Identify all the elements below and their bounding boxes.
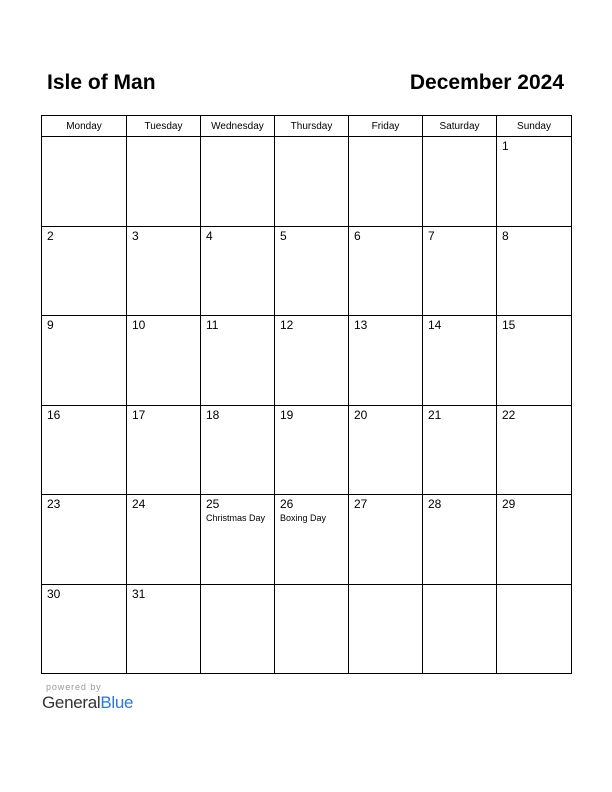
day-cell <box>497 226 572 316</box>
day-number: 2 <box>47 228 54 243</box>
day-cell <box>275 495 349 585</box>
day-number: 3 <box>132 228 139 243</box>
weekday-header-saturday: Saturday <box>423 116 497 137</box>
day-cell <box>201 226 275 316</box>
week-row <box>42 495 572 585</box>
day-number: 31 <box>132 586 146 601</box>
empty-day-cell <box>201 137 275 227</box>
weekday-header-row <box>42 116 572 137</box>
empty-day-cell <box>349 137 423 227</box>
day-number: 18 <box>206 407 220 422</box>
holiday-label: Christmas Day <box>206 513 266 523</box>
day-number: 22 <box>502 407 516 422</box>
day-cell <box>127 584 201 674</box>
day-cell <box>127 316 201 406</box>
day-cell <box>42 226 127 316</box>
day-number: 8 <box>502 228 509 243</box>
day-cell <box>349 495 423 585</box>
day-cell <box>349 316 423 406</box>
weekday-header-wednesday: Wednesday <box>201 116 275 137</box>
day-cell <box>497 316 572 406</box>
calendar-body <box>42 137 572 674</box>
weekday-header-thursday: Thursday <box>275 116 349 137</box>
day-cell <box>42 316 127 406</box>
weekday-header-tuesday: Tuesday <box>127 116 201 137</box>
empty-day-cell <box>275 584 349 674</box>
day-cell <box>201 316 275 406</box>
day-number: 19 <box>280 407 294 422</box>
day-number: 28 <box>428 497 442 511</box>
powered-by-label: powered by <box>46 682 102 692</box>
day-number: 12 <box>280 318 294 332</box>
day-cell <box>497 137 572 227</box>
empty-day-cell <box>201 584 275 674</box>
calendar-grid <box>41 115 572 674</box>
day-number: 17 <box>132 407 146 422</box>
day-cell <box>42 495 127 585</box>
empty-day-cell <box>42 137 127 227</box>
empty-day-cell <box>127 137 201 227</box>
day-number: 25 <box>206 497 220 511</box>
empty-day-cell <box>497 584 572 674</box>
day-cell <box>275 316 349 406</box>
month-year-title: December 2024 <box>409 71 564 94</box>
brand-name-part1: General <box>42 693 101 712</box>
day-cell <box>127 405 201 495</box>
day-number: 6 <box>354 228 361 243</box>
week-row <box>42 137 572 227</box>
brand-name-part2: Blue <box>100 693 134 712</box>
region-title: Isle of Man <box>47 71 156 94</box>
week-row <box>42 226 572 316</box>
day-number: 5 <box>280 228 287 243</box>
day-cell <box>349 405 423 495</box>
day-number: 11 <box>206 318 219 332</box>
day-cell <box>423 405 497 495</box>
day-cell <box>423 316 497 406</box>
day-number: 13 <box>354 318 368 332</box>
week-row <box>42 405 572 495</box>
day-number: 14 <box>428 318 442 332</box>
day-cell <box>497 405 572 495</box>
day-cell <box>42 584 127 674</box>
week-row <box>42 584 572 674</box>
day-number: 27 <box>354 497 368 511</box>
day-number: 10 <box>132 318 146 332</box>
weekday-header-friday: Friday <box>349 116 423 137</box>
day-cell <box>275 226 349 316</box>
day-cell <box>201 405 275 495</box>
day-number: 23 <box>47 497 61 511</box>
empty-day-cell <box>423 584 497 674</box>
day-number: 24 <box>132 497 146 511</box>
day-cell <box>127 226 201 316</box>
day-number: 20 <box>354 407 368 422</box>
day-cell <box>349 226 423 316</box>
day-cell <box>423 495 497 585</box>
day-number: 7 <box>428 228 435 243</box>
week-row <box>42 316 572 406</box>
weekday-header-monday: Monday <box>42 116 127 137</box>
day-number: 1 <box>502 139 509 153</box>
day-cell <box>42 405 127 495</box>
empty-day-cell <box>423 137 497 227</box>
weekday-header-sunday: Sunday <box>497 116 572 137</box>
generalblue-logo[interactable] <box>42 693 133 713</box>
day-number: 21 <box>428 407 442 422</box>
day-number: 4 <box>206 228 213 243</box>
day-cell <box>423 226 497 316</box>
day-cell <box>275 405 349 495</box>
day-cell <box>201 495 275 585</box>
day-number: 16 <box>47 407 61 422</box>
day-number: 26 <box>280 497 294 511</box>
day-cell <box>497 495 572 585</box>
day-cell <box>127 495 201 585</box>
day-number: 30 <box>47 586 61 601</box>
empty-day-cell <box>349 584 423 674</box>
day-number: 15 <box>502 318 516 332</box>
holiday-label: Boxing Day <box>280 513 327 523</box>
empty-day-cell <box>275 137 349 227</box>
day-number: 29 <box>502 497 516 511</box>
day-number: 9 <box>47 318 54 332</box>
